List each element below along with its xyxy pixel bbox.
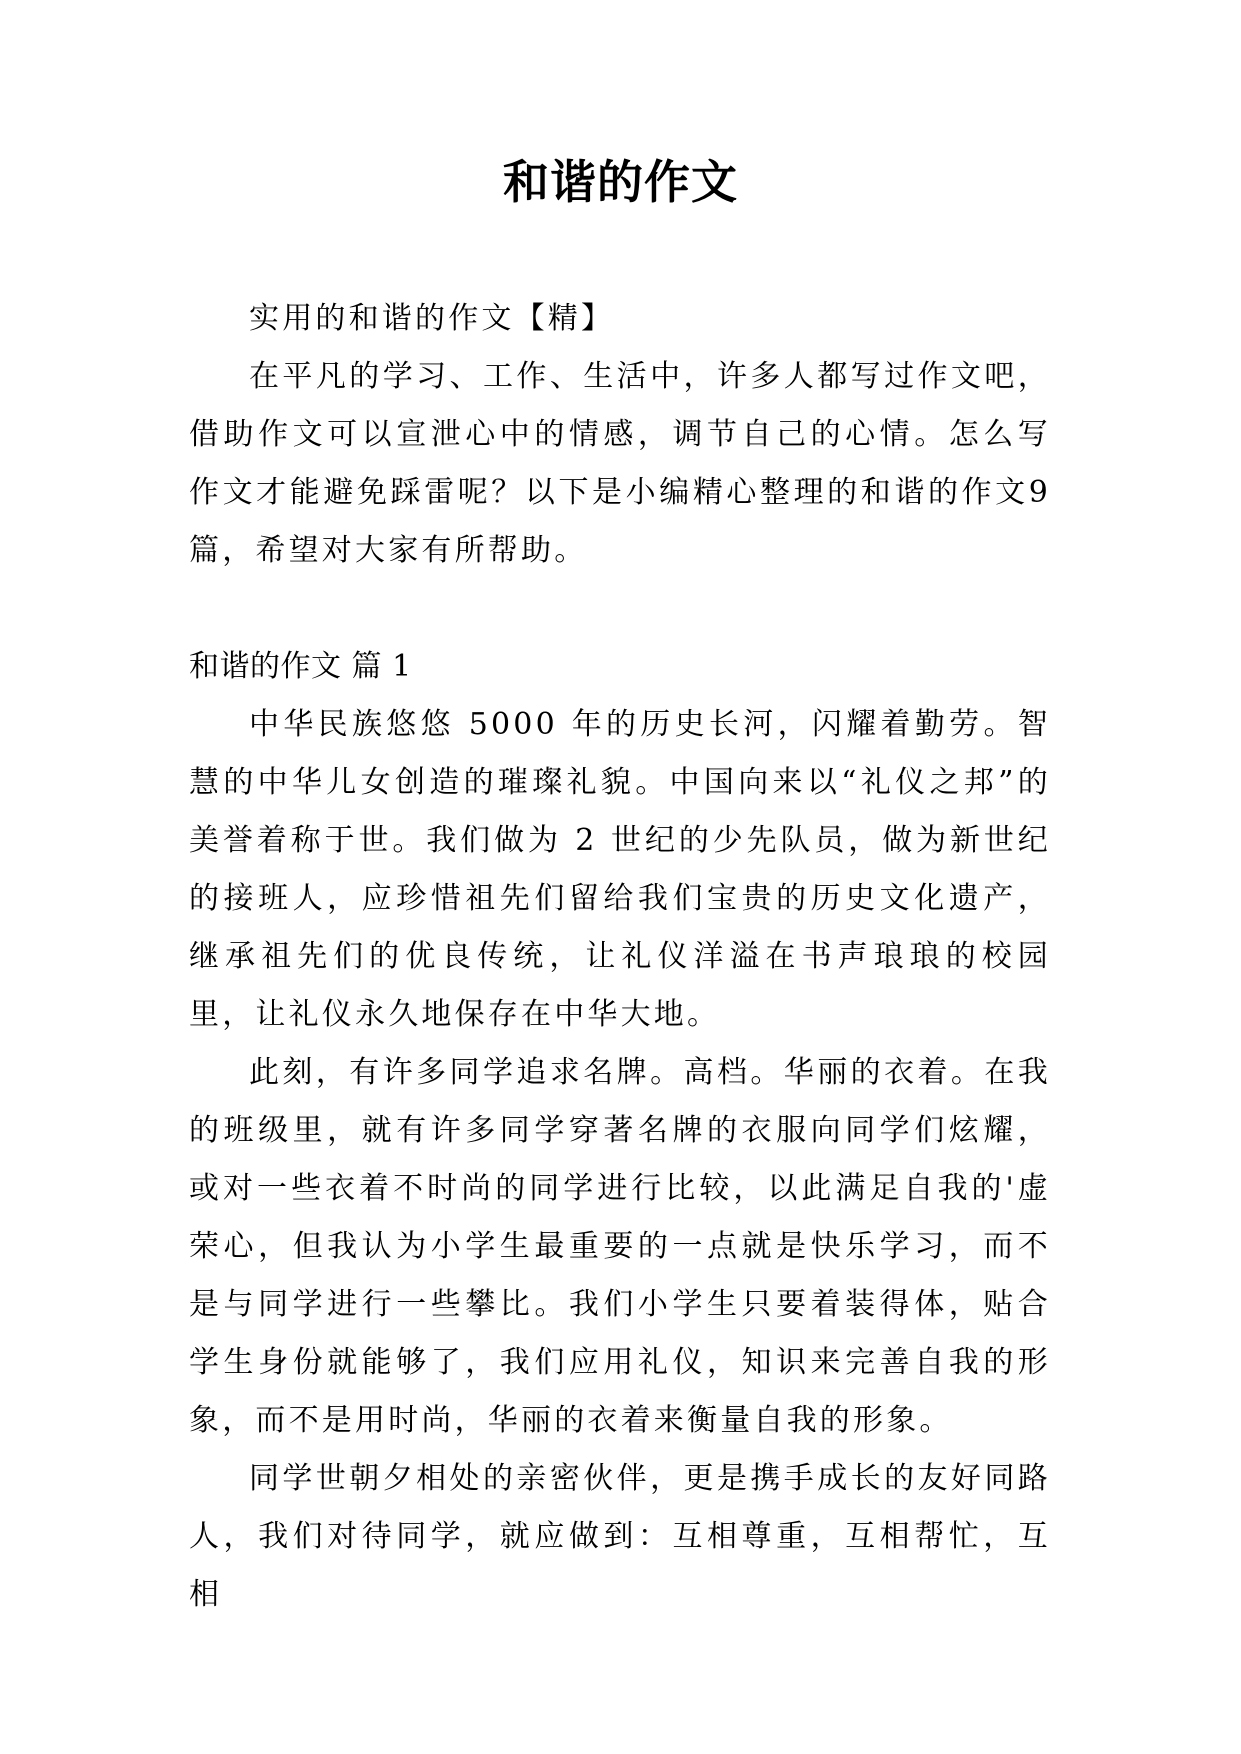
document-body: [189, 290, 1051, 1624]
intro-paragraph: 在平凡的学习、工作、生活中，许多人都写过作文吧，借助作文可以宣泄心中的情感，调节自己的心情。怎么写作文才能避免踩雷呢？以下是小编精心整理的和谐的作文9篇，希望对大家有所帮助。: [189, 359, 1051, 568]
section-heading: 和谐的作文 篇 1: [189, 649, 412, 684]
section-paragraph-2: 此刻，有许多同学追求名牌。高档。华丽的衣着。在我的班级里，就有许多同学穿著名牌的衣服向同学们炫耀，或对一些衣着不时尚的同学进行比较，以此满足自我的'虚荣心，但我认为小学生最重要的一点就是快乐学习，而不是与同学进行一些攀比。我们小学生只要着装得体，贴合学生身份就能够了，我们应用礼仪，知识来完善自我的形象，而不是用时尚，华丽的衣着来衡量自我的形象。: [189, 1055, 1051, 1438]
document-title: 和谐的作文: [503, 155, 738, 209]
intro-subtitle: 实用的和谐的作文【精】: [249, 301, 615, 336]
section-paragraph-3: 同学世朝夕相处的亲密伙伴，更是携手成长的友好同路人，我们对待同学，就应做到：互相尊重，互相帮忙，互相: [189, 1461, 1051, 1612]
section-gap: [189, 580, 1051, 638]
section-paragraph-1: 中华民族悠悠 5000 年的历史长河，闪耀着勤劳。智慧的中华儿女创造的璀璨礼貌。中国向来以“礼仪之邦”的美誉着称于世。我们做为 2 世纪的少先队员，做为新世纪的接班人，应珍惜祖先们留给我们宝贵的历史文化遗产，继承祖先们的优良传统，让礼仪洋溢在书声琅琅的校园里，让礼仪永久地保存在中华大地。: [189, 707, 1051, 1032]
